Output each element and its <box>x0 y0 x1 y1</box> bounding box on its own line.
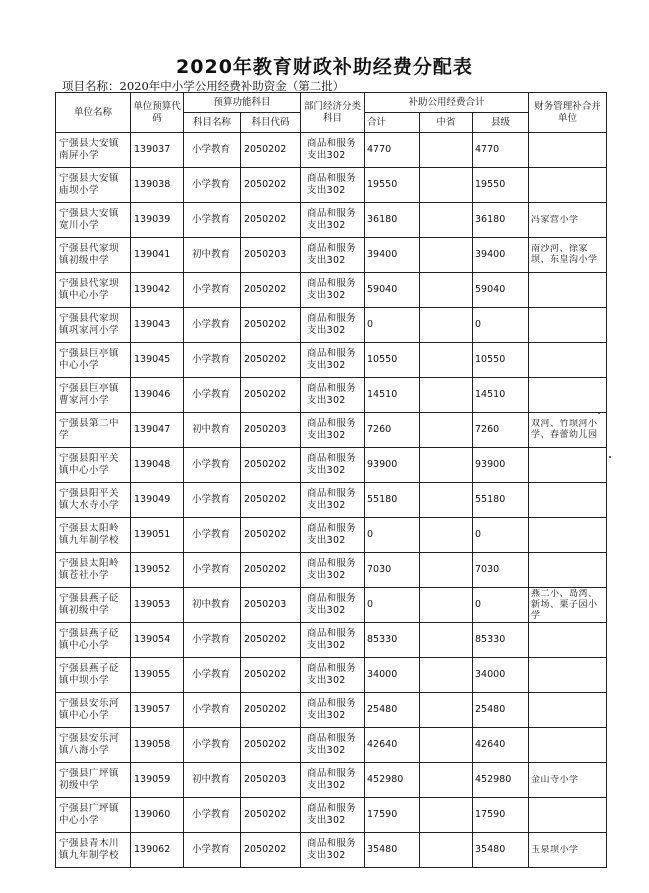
unit-code-cell: 139053 <box>131 588 184 623</box>
econ-class-cell: 商品和服务支出302 <box>301 273 365 308</box>
subject-name-cell: 初中教育 <box>184 238 241 273</box>
econ-class-cell: 商品和服务支出302 <box>301 518 365 553</box>
unit-code-cell: 139046 <box>131 378 184 413</box>
econ-class-cell: 商品和服务支出302 <box>301 763 365 798</box>
county-cell: 0 <box>473 308 529 343</box>
unit-code-cell: 139043 <box>131 308 184 343</box>
unit-code-cell: 139051 <box>131 518 184 553</box>
subject-name-cell: 小学教育 <box>184 203 241 238</box>
county-cell: 7260 <box>473 413 529 448</box>
subject-name-cell: 小学教育 <box>184 693 241 728</box>
subject-name-cell: 小学教育 <box>184 518 241 553</box>
subject-code-cell: 2050202 <box>241 833 301 868</box>
subject-code-cell: 2050202 <box>241 553 301 588</box>
merge-unit-cell <box>529 728 607 763</box>
merge-unit-cell <box>529 553 607 588</box>
unit-name-cell: 宁强县阳平关镇大水寺小学 <box>56 483 131 518</box>
econ-class-cell: 商品和服务支出302 <box>301 168 365 203</box>
unit-code-cell: 139042 <box>131 273 184 308</box>
merge-unit-cell: 金山寺小学 <box>529 763 607 798</box>
subject-code-cell: 2050202 <box>241 378 301 413</box>
subject-name-cell: 小学教育 <box>184 833 241 868</box>
county-cell: 85330 <box>473 623 529 658</box>
merge-unit-cell <box>529 658 607 693</box>
province-cell <box>420 133 473 168</box>
unit-code-cell: 139038 <box>131 168 184 203</box>
merge-unit-cell: 玉泉坝小学 <box>529 833 607 868</box>
province-cell <box>420 833 473 868</box>
unit-code-cell: 139039 <box>131 203 184 238</box>
county-cell: 452980 <box>473 763 529 798</box>
total-cell: 59040 <box>365 273 420 308</box>
province-cell <box>420 728 473 763</box>
province-cell <box>420 693 473 728</box>
province-cell <box>420 203 473 238</box>
merge-unit-cell: 南沙河、徐家坝、东皇沟小学 <box>529 238 607 273</box>
header-budget-func: 预算功能科目 <box>184 93 301 113</box>
total-cell: 42640 <box>365 728 420 763</box>
table-row <box>56 378 607 413</box>
unit-code-cell: 139047 <box>131 413 184 448</box>
unit-name-cell: 宁强县第二中学 <box>56 413 131 448</box>
unit-code-cell: 139057 <box>131 693 184 728</box>
subject-name-cell: 小学教育 <box>184 133 241 168</box>
unit-code-cell: 139059 <box>131 763 184 798</box>
subject-name-cell: 小学教育 <box>184 798 241 833</box>
unit-code-cell: 139062 <box>131 833 184 868</box>
unit-name-cell: 宁强县燕子砭镇中坝小学 <box>56 658 131 693</box>
unit-name-cell: 宁强县大安镇宽川小学 <box>56 203 131 238</box>
total-cell: 17590 <box>365 798 420 833</box>
econ-class-cell: 商品和服务支出302 <box>301 343 365 378</box>
merge-unit-cell <box>529 798 607 833</box>
subject-name-cell: 小学教育 <box>184 728 241 763</box>
header-subject-name: 科目名称 <box>184 113 241 133</box>
unit-code-cell: 139037 <box>131 133 184 168</box>
subject-code-cell: 2050203 <box>241 413 301 448</box>
unit-code-cell: 139055 <box>131 658 184 693</box>
econ-class-cell: 商品和服务支出302 <box>301 448 365 483</box>
unit-name-cell: 宁强县阳平关镇中心小学 <box>56 448 131 483</box>
table-row <box>56 203 607 238</box>
total-cell: 0 <box>365 518 420 553</box>
subject-code-cell: 2050202 <box>241 798 301 833</box>
header-subsidy-total: 补助公用经费合计 <box>365 93 529 113</box>
county-cell: 35480 <box>473 833 529 868</box>
unit-code-cell: 139041 <box>131 238 184 273</box>
econ-class-cell: 商品和服务支出302 <box>301 203 365 238</box>
header-row-1 <box>56 93 607 113</box>
econ-class-cell: 商品和服务支出302 <box>301 308 365 343</box>
county-cell: 55180 <box>473 483 529 518</box>
total-cell: 55180 <box>365 483 420 518</box>
table-row <box>56 588 607 623</box>
merge-unit-cell: 双河、竹坝河小学、春蕾幼儿园 <box>529 413 607 448</box>
header-county: 县级 <box>473 113 529 133</box>
total-cell: 14510 <box>365 378 420 413</box>
subject-name-cell: 小学教育 <box>184 273 241 308</box>
table-row <box>56 833 607 868</box>
province-cell <box>420 168 473 203</box>
econ-class-cell: 商品和服务支出302 <box>301 483 365 518</box>
table-row <box>56 623 607 658</box>
unit-code-cell: 139058 <box>131 728 184 763</box>
county-cell: 7030 <box>473 553 529 588</box>
total-cell: 7260 <box>365 413 420 448</box>
subject-code-cell: 2050203 <box>241 238 301 273</box>
province-cell <box>420 273 473 308</box>
merge-unit-cell <box>529 448 607 483</box>
total-cell: 0 <box>365 588 420 623</box>
county-cell: 25480 <box>473 693 529 728</box>
county-cell: 17590 <box>473 798 529 833</box>
total-cell: 10550 <box>365 343 420 378</box>
subject-code-cell: 2050202 <box>241 483 301 518</box>
province-cell <box>420 588 473 623</box>
county-cell: 42640 <box>473 728 529 763</box>
merge-unit-cell <box>529 308 607 343</box>
county-cell: 10550 <box>473 343 529 378</box>
subject-code-cell: 2050203 <box>241 763 301 798</box>
table-row <box>56 238 607 273</box>
header-province: 中省 <box>420 113 473 133</box>
merge-unit-cell <box>529 343 607 378</box>
province-cell <box>420 448 473 483</box>
county-cell: 93900 <box>473 448 529 483</box>
total-cell: 7030 <box>365 553 420 588</box>
county-cell: 14510 <box>473 378 529 413</box>
table-row <box>56 798 607 833</box>
subject-code-cell: 2050202 <box>241 448 301 483</box>
merge-unit-cell <box>529 168 607 203</box>
project-name: 2020年中小学公用经费补助资金（第二批） <box>119 79 345 93</box>
header-unit-code: 单位预算代码 <box>131 93 184 133</box>
total-cell: 25480 <box>365 693 420 728</box>
province-cell <box>420 553 473 588</box>
subject-code-cell: 2050203 <box>241 588 301 623</box>
subject-name-cell: 小学教育 <box>184 448 241 483</box>
table-row <box>56 343 607 378</box>
subject-name-cell: 初中教育 <box>184 763 241 798</box>
unit-name-cell: 宁强县太阳岭镇苍社小学 <box>56 553 131 588</box>
subject-name-cell: 小学教育 <box>184 343 241 378</box>
table-row <box>56 658 607 693</box>
merge-unit-cell: 燕二小、岛湾、新场、栗子园小学 <box>529 588 607 623</box>
county-cell: 19550 <box>473 168 529 203</box>
total-cell: 85330 <box>365 623 420 658</box>
county-cell: 0 <box>473 588 529 623</box>
province-cell <box>420 413 473 448</box>
unit-name-cell: 宁强县安乐河镇中心小学 <box>56 693 131 728</box>
county-cell: 39400 <box>473 238 529 273</box>
table-row <box>56 273 607 308</box>
subject-name-cell: 小学教育 <box>184 553 241 588</box>
merge-unit-cell <box>529 378 607 413</box>
econ-class-cell: 商品和服务支出302 <box>301 693 365 728</box>
unit-name-cell: 宁强县安乐河镇八海小学 <box>56 728 131 763</box>
unit-code-cell: 139048 <box>131 448 184 483</box>
table-row <box>56 308 607 343</box>
page-title: 2020年教育财政补助经费分配表 <box>176 56 473 78</box>
total-cell: 0 <box>365 308 420 343</box>
total-cell: 39400 <box>365 238 420 273</box>
unit-name-cell: 宁强县大安镇庙坝小学 <box>56 168 131 203</box>
subject-name-cell: 小学教育 <box>184 378 241 413</box>
table-row <box>56 693 607 728</box>
scan-dot <box>609 456 611 458</box>
subject-code-cell: 2050202 <box>241 728 301 763</box>
table-row <box>56 413 607 448</box>
subject-code-cell: 2050202 <box>241 518 301 553</box>
table-row <box>56 553 607 588</box>
scan-dot <box>598 412 600 414</box>
subject-code-cell: 2050202 <box>241 168 301 203</box>
province-cell <box>420 238 473 273</box>
econ-class-cell: 商品和服务支出302 <box>301 588 365 623</box>
header-dept-econ: 部门经济分类科目 <box>301 93 365 133</box>
unit-name-cell: 宁强县燕子砭镇初级中学 <box>56 588 131 623</box>
subject-name-cell: 小学教育 <box>184 308 241 343</box>
table-row <box>56 518 607 553</box>
econ-class-cell: 商品和服务支出302 <box>301 553 365 588</box>
econ-class-cell: 商品和服务支出302 <box>301 133 365 168</box>
unit-name-cell: 宁强县巨亭镇中心小学 <box>56 343 131 378</box>
merge-unit-cell <box>529 483 607 518</box>
subject-name-cell: 小学教育 <box>184 658 241 693</box>
header-total: 合计 <box>365 113 420 133</box>
unit-code-cell: 139054 <box>131 623 184 658</box>
table-row <box>56 168 607 203</box>
province-cell <box>420 798 473 833</box>
subject-code-cell: 2050202 <box>241 273 301 308</box>
unit-name-cell: 宁强县广坪镇中心小学 <box>56 798 131 833</box>
total-cell: 34000 <box>365 658 420 693</box>
unit-code-cell: 139045 <box>131 343 184 378</box>
unit-name-cell: 宁强县燕子砭镇中心小学 <box>56 623 131 658</box>
county-cell: 36180 <box>473 203 529 238</box>
subject-name-cell: 小学教育 <box>184 623 241 658</box>
subject-name-cell: 小学教育 <box>184 168 241 203</box>
subject-code-cell: 2050202 <box>241 308 301 343</box>
econ-class-cell: 商品和服务支出302 <box>301 623 365 658</box>
province-cell <box>420 483 473 518</box>
subject-name-cell: 小学教育 <box>184 483 241 518</box>
total-cell: 36180 <box>365 203 420 238</box>
merge-unit-cell <box>529 693 607 728</box>
unit-name-cell: 宁强县青木川镇九年制学校 <box>56 833 131 868</box>
unit-name-cell: 宁强县广坪镇初级中学 <box>56 763 131 798</box>
merge-unit-cell <box>529 518 607 553</box>
province-cell <box>420 518 473 553</box>
province-cell <box>420 658 473 693</box>
subject-name-cell: 初中教育 <box>184 413 241 448</box>
province-cell <box>420 343 473 378</box>
table-row <box>56 728 607 763</box>
subject-code-cell: 2050202 <box>241 623 301 658</box>
table-body <box>56 133 607 868</box>
total-cell: 93900 <box>365 448 420 483</box>
header-unit-name: 单位名称 <box>56 93 131 133</box>
table-row <box>56 763 607 798</box>
total-cell: 19550 <box>365 168 420 203</box>
unit-name-cell: 宁强县代家坝镇巩家河小学 <box>56 308 131 343</box>
merge-unit-cell <box>529 273 607 308</box>
econ-class-cell: 商品和服务支出302 <box>301 658 365 693</box>
subject-code-cell: 2050202 <box>241 658 301 693</box>
merge-unit-cell <box>529 133 607 168</box>
subject-name-cell: 初中教育 <box>184 588 241 623</box>
table-row <box>56 448 607 483</box>
province-cell <box>420 623 473 658</box>
table-row <box>56 483 607 518</box>
econ-class-cell: 商品和服务支出302 <box>301 238 365 273</box>
unit-code-cell: 139060 <box>131 798 184 833</box>
total-cell: 452980 <box>365 763 420 798</box>
subject-code-cell: 2050202 <box>241 203 301 238</box>
subject-code-cell: 2050202 <box>241 343 301 378</box>
subject-code-cell: 2050202 <box>241 133 301 168</box>
merge-unit-cell <box>529 623 607 658</box>
unit-code-cell: 139049 <box>131 483 184 518</box>
subject-code-cell: 2050202 <box>241 693 301 728</box>
unit-name-cell: 宁强县巨亭镇曹家河小学 <box>56 378 131 413</box>
province-cell <box>420 378 473 413</box>
province-cell <box>420 763 473 798</box>
header-merge-unit: 财务管理补合并单位 <box>529 93 607 133</box>
unit-name-cell: 宁强县大安镇南屏小学 <box>56 133 131 168</box>
province-cell <box>420 308 473 343</box>
econ-class-cell: 商品和服务支出302 <box>301 798 365 833</box>
unit-code-cell: 139052 <box>131 553 184 588</box>
project-label: 项目名称： <box>62 79 120 93</box>
total-cell: 35480 <box>365 833 420 868</box>
allocation-table <box>55 92 607 868</box>
econ-class-cell: 商品和服务支出302 <box>301 413 365 448</box>
county-cell: 0 <box>473 518 529 553</box>
unit-name-cell: 宁强县太阳岭镇九年制学校 <box>56 518 131 553</box>
total-cell: 4770 <box>365 133 420 168</box>
econ-class-cell: 商品和服务支出302 <box>301 378 365 413</box>
econ-class-cell: 商品和服务支出302 <box>301 833 365 868</box>
county-cell: 4770 <box>473 133 529 168</box>
table-row <box>56 133 607 168</box>
unit-name-cell: 宁强县代家坝镇中心小学 <box>56 273 131 308</box>
unit-name-cell: 宁强县代家坝镇初级中学 <box>56 238 131 273</box>
header-subject-code: 科目代码 <box>241 113 301 133</box>
merge-unit-cell: 冯家营小学 <box>529 203 607 238</box>
county-cell: 59040 <box>473 273 529 308</box>
econ-class-cell: 商品和服务支出302 <box>301 728 365 763</box>
county-cell: 34000 <box>473 658 529 693</box>
